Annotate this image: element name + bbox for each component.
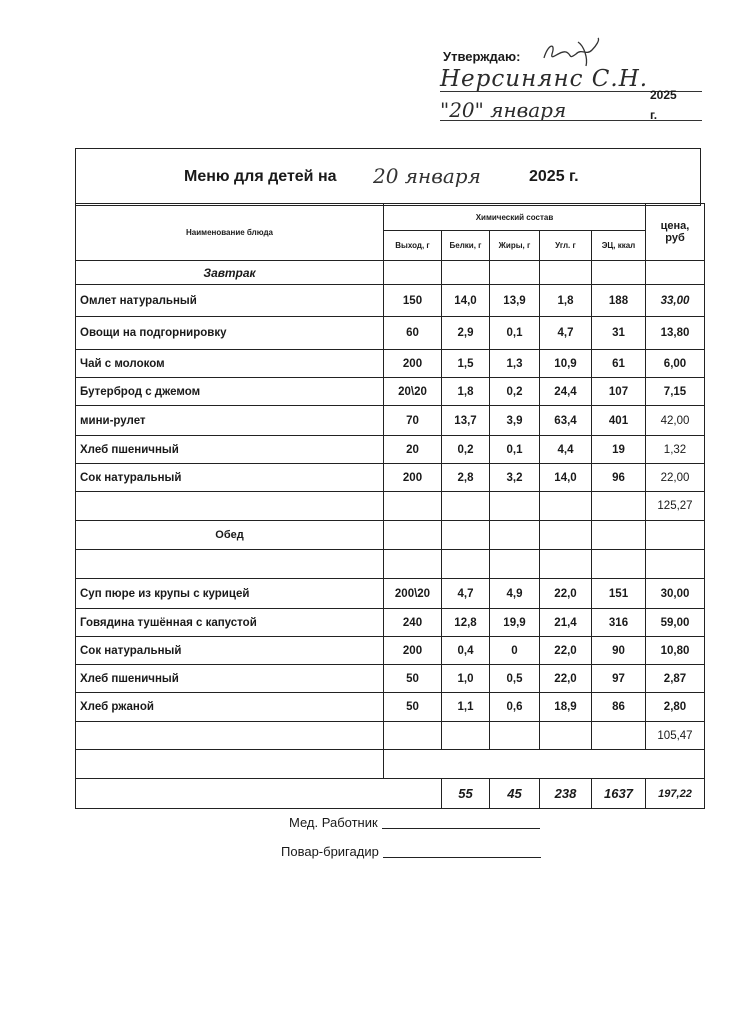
total-energy: 1637 [592,779,646,809]
col-protein: Белки, г [442,231,490,261]
approval-year: 2025 [650,88,677,102]
price-cell: 30,00 [646,579,705,609]
yield-cell: 70 [384,406,442,436]
cook-label: Повар-бригадир [281,844,379,859]
energy-cell: 97 [592,665,646,693]
fat-cell: 0,2 [490,378,540,406]
dish-name: мини-рулет [76,406,384,436]
grand-total-row [76,779,705,809]
yield-cell: 200 [384,350,442,378]
carbs-cell: 22,0 [540,579,592,609]
menu-title-box [75,148,701,206]
table-row [76,609,705,637]
handwritten-signature [538,36,608,68]
dish-name: Сок натуральный [76,637,384,665]
protein-cell: 1,8 [442,378,490,406]
signature-line [383,857,541,858]
fat-cell: 13,9 [490,285,540,317]
fat-cell: 3,2 [490,464,540,492]
approval-label: Утверждаю: [443,49,521,64]
approval-year-suffix: г. [650,108,658,122]
fat-cell: 19,9 [490,609,540,637]
protein-cell: 1,0 [442,665,490,693]
signature-cook [281,844,541,859]
carbs-cell: 10,9 [540,350,592,378]
header-row [76,204,705,231]
price-cell: 59,00 [646,609,705,637]
protein-cell: 12,8 [442,609,490,637]
price-cell: 7,15 [646,378,705,406]
price-cell: 33,00 [646,285,705,317]
col-chem: Химический состав [384,204,646,231]
table-row [76,317,705,350]
carbs-cell: 22,0 [540,665,592,693]
table-row [76,665,705,693]
table-row [76,285,705,317]
protein-cell: 2,8 [442,464,490,492]
price-cell: 2,87 [646,665,705,693]
col-dish-name: Наименование блюда [76,204,384,261]
yield-cell: 50 [384,665,442,693]
price-cell: 13,80 [646,317,705,350]
protein-cell: 1,5 [442,350,490,378]
col-carbs: Угл. г [540,231,592,261]
price-cell: 2,80 [646,693,705,722]
protein-cell: 0,2 [442,436,490,464]
table-row [76,350,705,378]
fat-cell: 0,1 [490,317,540,350]
total-protein: 55 [442,779,490,809]
price-cell: 1,32 [646,436,705,464]
dish-name: Говядина тушённая с капустой [76,609,384,637]
dish-name: Чай с молоком [76,350,384,378]
menu-title: Меню для детей на [184,168,337,185]
approval-block [440,36,705,126]
table-row [76,378,705,406]
energy-cell: 316 [592,609,646,637]
medic-label: Мед. Работник [289,815,378,830]
energy-cell: 90 [592,637,646,665]
price-cell: 10,80 [646,637,705,665]
dish-name: Суп пюре из крупы с курицей [76,579,384,609]
yield-cell: 20 [384,436,442,464]
lunch-rows [76,579,705,722]
fat-cell: 3,9 [490,406,540,436]
price-cell: 42,00 [646,406,705,436]
table-row [76,406,705,436]
dish-name: Бутерброд с джемом [76,378,384,406]
carbs-cell: 4,4 [540,436,592,464]
approval-date: "20" января [440,98,567,122]
protein-cell: 2,9 [442,317,490,350]
signature-medic [289,815,540,830]
table-row [76,464,705,492]
section-lunch: Обед [76,521,384,550]
table-row [76,693,705,722]
empty-row [76,750,705,779]
dish-name: Хлеб пшеничный [76,665,384,693]
fat-cell: 0,6 [490,693,540,722]
yield-cell: 200 [384,637,442,665]
fat-cell: 0 [490,637,540,665]
section-row [76,521,705,550]
carbs-cell: 21,4 [540,609,592,637]
subtotal-row [76,492,705,521]
yield-cell: 60 [384,317,442,350]
protein-cell: 0,4 [442,637,490,665]
price-cell: 6,00 [646,350,705,378]
yield-cell: 200 [384,464,442,492]
energy-cell: 19 [592,436,646,464]
breakfast-rows [76,285,705,492]
energy-cell: 151 [592,579,646,609]
protein-cell: 14,0 [442,285,490,317]
fat-cell: 4,9 [490,579,540,609]
dish-name: Сок натуральный [76,464,384,492]
dish-name: Хлеб ржаной [76,693,384,722]
energy-cell: 188 [592,285,646,317]
menu-date-handwritten: 20 января [373,164,481,188]
yield-cell: 200\20 [384,579,442,609]
breakfast-total: 125,27 [646,492,705,521]
dish-name: Хлеб пшеничный [76,436,384,464]
col-energy: ЭЦ, ккал [592,231,646,261]
section-breakfast: Завтрак [76,261,384,285]
yield-cell: 50 [384,693,442,722]
price-cell: 22,00 [646,464,705,492]
carbs-cell: 1,8 [540,285,592,317]
carbs-cell: 4,7 [540,317,592,350]
energy-cell: 96 [592,464,646,492]
carbs-cell: 24,4 [540,378,592,406]
subtotal-row [76,722,705,750]
section-row [76,261,705,285]
energy-cell: 107 [592,378,646,406]
total-fat: 45 [490,779,540,809]
table-row [76,579,705,609]
menu-year: 2025 г. [529,168,579,185]
fat-cell: 0,5 [490,665,540,693]
signature-line [382,828,540,829]
carbs-cell: 18,9 [540,693,592,722]
protein-cell: 13,7 [442,406,490,436]
yield-cell: 240 [384,609,442,637]
dish-name: Овощи на подгорнировку [76,317,384,350]
table-row [76,637,705,665]
table-row [76,436,705,464]
protein-cell: 1,1 [442,693,490,722]
total-carbs: 238 [540,779,592,809]
col-price: цена, руб [646,204,705,261]
empty-row [76,550,705,579]
protein-cell: 4,7 [442,579,490,609]
energy-cell: 31 [592,317,646,350]
col-yield: Выход, г [384,231,442,261]
total-price: 197,22 [646,779,705,809]
fat-cell: 1,3 [490,350,540,378]
energy-cell: 401 [592,406,646,436]
approver-name: Нерсинянс С.Н. [440,66,649,92]
dish-name: Омлет натуральный [76,285,384,317]
carbs-cell: 63,4 [540,406,592,436]
menu-table [75,203,705,809]
energy-cell: 86 [592,693,646,722]
carbs-cell: 22,0 [540,637,592,665]
lunch-total: 105,47 [646,722,705,750]
yield-cell: 150 [384,285,442,317]
carbs-cell: 14,0 [540,464,592,492]
approval-line [440,120,702,121]
yield-cell: 20\20 [384,378,442,406]
energy-cell: 61 [592,350,646,378]
col-fat: Жиры, г [490,231,540,261]
fat-cell: 0,1 [490,436,540,464]
